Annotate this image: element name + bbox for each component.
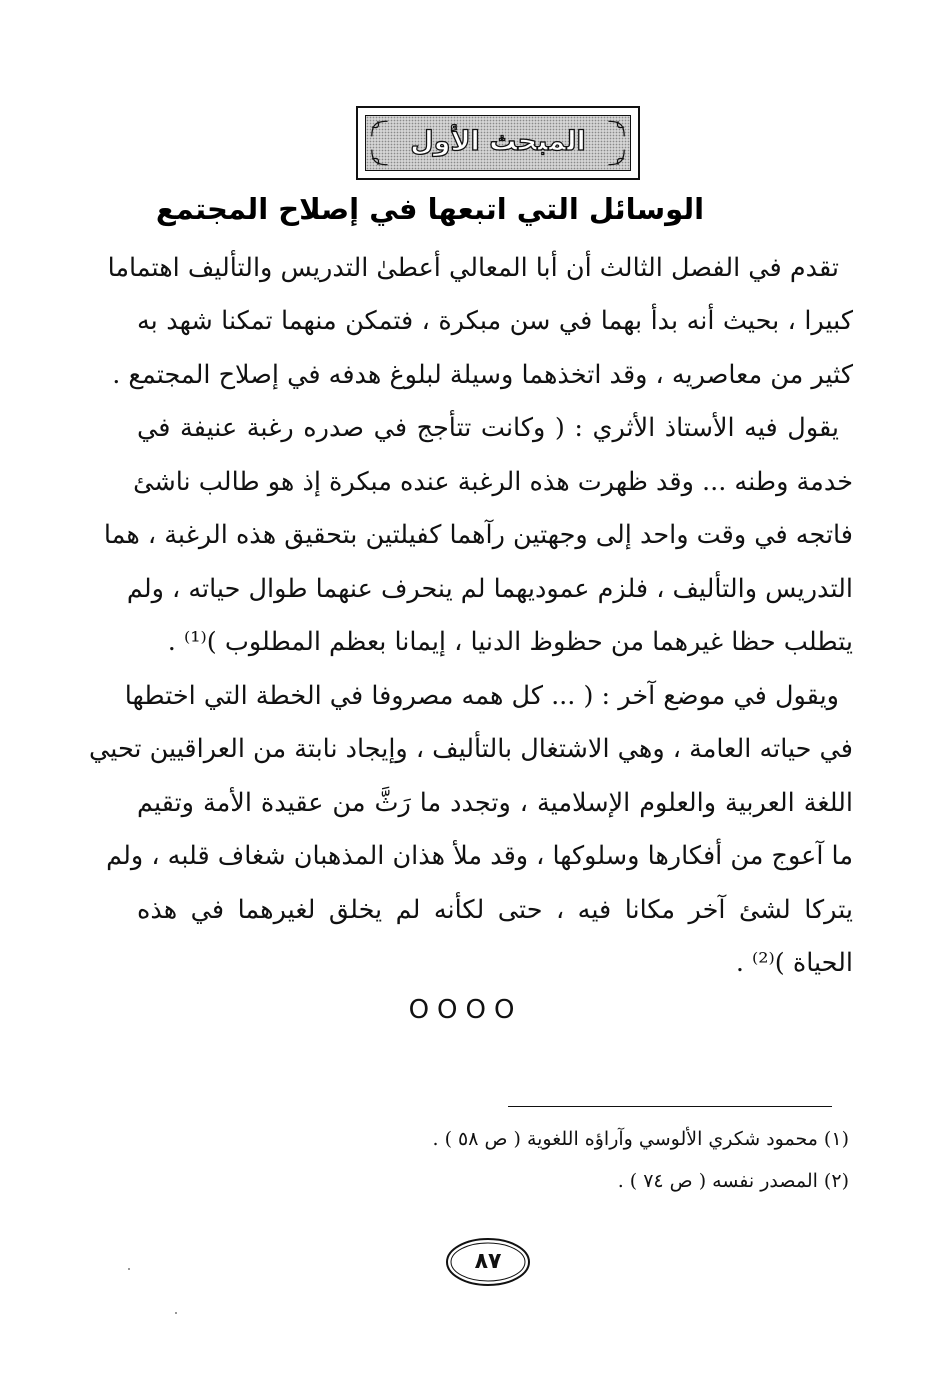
section-end-separator: OOOO	[408, 995, 523, 1025]
paragraph-3-line-3: اللغة العربية والعلوم الإسلامية ، وتجدد ما رَثَّ من عقيدة الأمة وتقيم	[137, 788, 853, 818]
footnote-divider	[508, 1106, 832, 1107]
paragraph-1-line-3: كثير من معاصريه ، وقد اتخذهما وسيلة لبلوغ هدفه في إصلاح المجتمع .	[112, 360, 853, 390]
chapter-heading: الوسائل التي اتبعها في إصلاح المجتمع	[155, 192, 705, 226]
paragraph-2-line-4: التدريس والتأليف ، فلزم عموديهما لم ينحرف عنهما طوال حياته ، ولم	[126, 574, 853, 604]
paragraph-2-line-2: خدمة وطنه ... وقد ظهرت هذه الرغبة عنده مبكرة إذ هو طالب ناشئ	[133, 467, 853, 497]
paragraph-3-line-4: ما آعوج من أفكارها وسلوكها ، وقد ملأ هذان المذهبان شغاف قلبه ، ولم	[106, 841, 853, 871]
section-title-frame	[356, 106, 640, 180]
footnote-1: (١) محمود شكري الألوسي وآراؤه اللغوية ( ص ٥٨ ) .	[432, 1128, 849, 1150]
scan-speck	[175, 1312, 177, 1314]
page-number-badge	[444, 1236, 532, 1288]
section-title: المبحث الأول	[410, 126, 586, 157]
paragraph-3-line-1: ويقول في موضع آخر : ( ... كل همه مصروفا في الخطة التي اختطها	[124, 681, 839, 711]
paragraph-1-line-1: تقدم في الفصل الثالث أن أبا المعالي أعطىٰ التدريس والتأليف اهتماما	[107, 253, 839, 283]
paragraph-2-line-5: يتطلب حظا غيرهما من حظوظ الدنيا ، إيمانا بعظم المطلوب )⁽¹⁾ .	[167, 627, 853, 657]
scan-speck	[128, 1268, 130, 1270]
paragraph-1-line-2: كبيرا ، بحيث أنه بدأ بهما في سن مبكرة ، فتمكن منهما تمكنا شهد به	[137, 306, 853, 336]
paragraph-3-line-2: في حياته العامة ، وهي الاشتغال بالتأليف ، وإيجاد نابتة من العراقيين تحيي	[89, 734, 853, 764]
page-number: ٨٧	[474, 1249, 502, 1274]
paragraph-2-line-1: يقول فيه الأستاذ الأثري : ( وكانت تتأجج في صدره رغبة عنيفة في	[137, 413, 839, 443]
paragraph-2-line-3: فاتجه في وقت واحد إلى وجهتين رآهما كفيلتين بتحقيق هذه الرغبة ، هما	[103, 520, 853, 550]
footnote-2: (٢) المصدر نفسه ( ص ٧٤ ) .	[617, 1170, 849, 1192]
paragraph-3-line-5: يتركا لشئ آخر مكانا فيه ، حتى لكأنه لم يخلق لغيرهما في هذه	[137, 895, 853, 925]
paragraph-3-line-6: الحياة )⁽²⁾ .	[735, 948, 853, 978]
